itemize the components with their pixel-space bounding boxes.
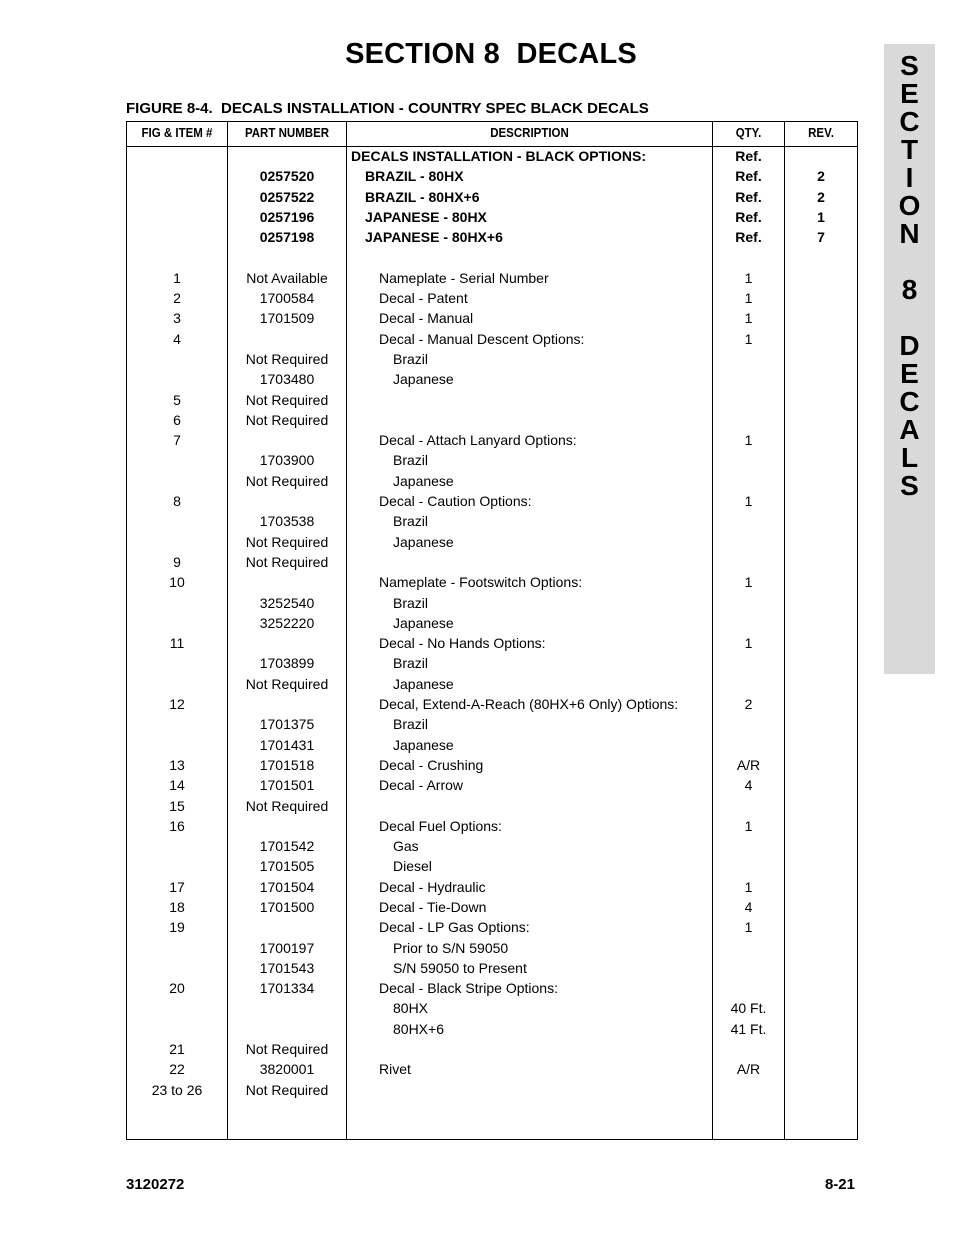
table-row: [127, 796, 857, 816]
table-row: [127, 572, 857, 592]
item-number-cell: 5: [173, 391, 181, 408]
table-row: [127, 775, 857, 795]
description-cell: Decal - Black Stripe Options:: [379, 980, 558, 997]
item-number-cell: 4: [173, 330, 181, 347]
table-row: [127, 471, 857, 491]
revision-cell: 2: [817, 168, 825, 185]
table-row: [127, 308, 857, 328]
side-tab-letter: I: [905, 162, 914, 193]
description-cell: Japanese: [393, 614, 454, 631]
part-number-cell: 1701431: [259, 736, 315, 753]
description-cell: DECALS INSTALLATION - BLACK OPTIONS:: [351, 148, 647, 164]
table-row: [127, 1080, 857, 1100]
description-cell: Brazil: [393, 655, 429, 672]
side-tab-letter: 8: [901, 274, 918, 305]
item-number-cell: 19: [169, 919, 185, 936]
table-row: [127, 897, 857, 917]
part-number-cell: 0257522: [259, 188, 315, 205]
quantity-cell: 1: [744, 493, 753, 510]
side-tab-letters: [884, 52, 935, 500]
item-number-cell: 8: [173, 493, 181, 510]
item-number-cell: 23 to 26: [151, 1081, 203, 1098]
part-number-cell: 1701501: [259, 777, 315, 794]
description-cell: Gas: [393, 838, 419, 855]
description-cell: BRAZIL - 80HX: [365, 168, 464, 185]
description-cell: Decal, Extend-A-Reach (80HX+6 Only) Options:: [379, 696, 679, 713]
description-cell: Decal - No Hands Options:: [379, 635, 546, 652]
item-number-cell: 10: [169, 574, 185, 591]
quantity-cell: 1: [744, 310, 753, 327]
part-number-cell: Not Required: [245, 1081, 329, 1098]
side-tab-letter: L: [900, 442, 919, 473]
parts-table: [126, 121, 858, 1140]
description-cell: Japanese: [393, 472, 454, 489]
item-number-cell: 16: [169, 817, 185, 834]
part-number-cell: 1700197: [259, 939, 315, 956]
table-row: [127, 613, 857, 633]
description-cell: Diesel: [393, 858, 432, 875]
table-row: [127, 998, 857, 1018]
item-number-cell: 1: [173, 269, 181, 286]
quantity-cell: 2: [744, 696, 753, 713]
revision-cell: 1: [817, 208, 825, 225]
part-number-cell: Not Required: [245, 553, 329, 570]
side-tab-letter: D: [899, 330, 920, 361]
part-number-cell: 1701334: [259, 980, 315, 997]
side-tab-letter: S: [900, 50, 919, 81]
table-row: [127, 856, 857, 876]
description-cell: Decal Fuel Options:: [379, 817, 502, 834]
part-number-cell: Not Required: [245, 391, 329, 408]
table-row: [127, 674, 857, 694]
page-title: SECTION 8 DECALS: [345, 38, 637, 70]
quantity-cell: 1: [744, 290, 753, 307]
item-number-cell: 21: [169, 1041, 185, 1058]
item-number-cell: 14: [169, 777, 185, 794]
part-number-cell: 1703899: [259, 655, 315, 672]
part-number-cell: Not Required: [245, 797, 329, 814]
description-cell: Decal - Manual Descent Options:: [379, 330, 585, 347]
table-row: [127, 511, 857, 531]
table-row: [127, 390, 857, 410]
item-number-cell: 3: [173, 310, 181, 327]
description-cell: Decal - LP Gas Options:: [379, 919, 530, 936]
table-row: [127, 491, 857, 511]
table-row: [127, 1059, 857, 1079]
part-number-cell: 1703900: [259, 452, 315, 469]
part-number-cell: 1701543: [259, 959, 315, 976]
quantity-cell: 1: [744, 574, 753, 591]
description-cell: Decal - Crushing: [379, 756, 484, 773]
part-number-cell: 1701518: [259, 756, 315, 773]
table-row: [127, 938, 857, 958]
part-number-cell: 1701375: [259, 716, 315, 733]
column-header-qty: QTY.: [735, 126, 762, 140]
quantity-cell: 41 Ft.: [730, 1020, 767, 1037]
table-row: [127, 755, 857, 775]
table-row: [127, 917, 857, 937]
table-row: [127, 552, 857, 572]
part-number-cell: 1701542: [259, 838, 315, 855]
item-number-cell: 17: [169, 878, 185, 895]
part-number-cell: Not Required: [245, 533, 329, 550]
table-row: [127, 410, 857, 430]
item-number-cell: 13: [169, 756, 185, 773]
quantity-cell: Ref.: [735, 208, 762, 225]
table-row: [127, 268, 857, 288]
quantity-cell: 1: [744, 330, 753, 347]
table-row: [127, 329, 857, 349]
quantity-cell: Ref.: [735, 148, 762, 164]
table-row: [127, 978, 857, 998]
item-number-cell: 15: [169, 797, 185, 814]
side-tab-letter: S: [900, 470, 919, 501]
description-cell: BRAZIL - 80HX+6: [365, 188, 480, 205]
table-row: [127, 187, 857, 207]
description-cell: 80HX: [393, 1000, 429, 1017]
side-tab-letter: C: [899, 386, 920, 417]
quantity-cell: A/R: [736, 756, 761, 773]
description-cell: Nameplate - Footswitch Options:: [379, 574, 583, 591]
item-number-cell: 18: [169, 898, 185, 915]
description-cell: Decal - Attach Lanyard Options:: [379, 432, 577, 449]
table-row: [127, 633, 857, 653]
table-row: [127, 247, 857, 267]
description-cell: Brazil: [393, 716, 429, 733]
table-row: [127, 836, 857, 856]
description-cell: Brazil: [393, 350, 429, 367]
side-tab-letter: E: [900, 358, 919, 389]
table-row: [127, 227, 857, 247]
table-row: [127, 1019, 857, 1039]
table-row: [127, 653, 857, 673]
part-number-cell: 1701500: [259, 898, 315, 915]
part-number-cell: 1701504: [259, 878, 315, 895]
description-cell: Decal - Arrow: [379, 777, 464, 794]
revision-cell: 2: [817, 188, 825, 205]
part-number-cell: 1701509: [259, 310, 315, 327]
quantity-cell: 40 Ft.: [730, 1000, 767, 1017]
part-number-cell: 0257196: [259, 208, 315, 225]
table-row: [127, 450, 857, 470]
table-row: [127, 735, 857, 755]
quantity-cell: 1: [744, 817, 753, 834]
quantity-cell: Ref.: [735, 168, 762, 185]
side-tab-letter: O: [898, 190, 921, 221]
table-row: [127, 694, 857, 714]
table-row: [127, 166, 857, 186]
item-number-cell: 12: [169, 696, 185, 713]
figure-title: FIGURE 8-4. DECALS INSTALLATION - COUNTRY SPEC BLACK DECALS: [126, 100, 649, 117]
item-number-cell: 22: [169, 1061, 185, 1078]
part-number-cell: 0257520: [259, 168, 315, 185]
table-row: [127, 532, 857, 552]
part-number-cell: 0257198: [259, 229, 315, 246]
part-number-cell: Not Required: [245, 350, 329, 367]
quantity-cell: 1: [744, 432, 753, 449]
table-row: [127, 816, 857, 836]
item-number-cell: 20: [169, 980, 185, 997]
quantity-cell: 1: [744, 919, 753, 936]
item-number-cell: 11: [169, 635, 185, 652]
part-number-cell: Not Required: [245, 1041, 329, 1058]
section-side-tab: [884, 44, 935, 674]
part-number-cell: Not Required: [245, 675, 329, 692]
description-cell: Decal - Manual: [379, 310, 474, 327]
side-tab-letter: E: [900, 78, 919, 109]
description-cell: JAPANESE - 80HX+6: [365, 229, 503, 246]
description-cell: JAPANESE - 80HX: [365, 208, 487, 225]
part-number-cell: 1703480: [259, 371, 315, 388]
quantity-cell: 1: [744, 269, 753, 286]
item-number-cell: 6: [173, 411, 181, 428]
quantity-cell: 4: [744, 898, 753, 915]
table-row: [127, 958, 857, 978]
description-cell: Nameplate - Serial Number: [379, 269, 549, 286]
description-cell: Prior to S/N 59050: [393, 939, 509, 956]
table-row: [127, 288, 857, 308]
quantity-cell: Ref.: [735, 188, 762, 205]
item-number-cell: 2: [173, 290, 181, 307]
quantity-cell: Ref.: [735, 229, 762, 246]
quantity-cell: A/R: [736, 1061, 761, 1078]
quantity-cell: 1: [744, 635, 753, 652]
table-row: [127, 430, 857, 450]
table-row: [127, 877, 857, 897]
table-body: [127, 146, 857, 1100]
item-number-cell: 7: [173, 432, 181, 449]
description-cell: Japanese: [393, 533, 454, 550]
description-cell: Decal - Caution Options:: [379, 493, 532, 510]
description-cell: Brazil: [393, 594, 429, 611]
part-number-cell: 3252220: [259, 614, 315, 631]
part-number-cell: Not Required: [245, 472, 329, 489]
description-cell: Decal - Patent: [379, 290, 468, 307]
part-number-cell: 1700584: [259, 290, 315, 307]
column-header-description: DESCRIPTION: [490, 126, 569, 140]
description-cell: 80HX+6: [393, 1020, 444, 1037]
table-row: [127, 146, 857, 166]
description-cell: Japanese: [393, 736, 454, 753]
table-row: [127, 714, 857, 734]
table-row: [127, 593, 857, 613]
description-cell: S/N 59050 to Present: [393, 959, 527, 976]
side-tab-letter: A: [899, 414, 920, 445]
quantity-cell: 4: [744, 777, 753, 794]
description-cell: Japanese: [393, 675, 454, 692]
description-cell: Decal - Tie-Down: [379, 898, 487, 915]
part-number-cell: Not Available: [246, 269, 328, 286]
table-row: [127, 1039, 857, 1059]
side-tab-letter: C: [899, 106, 920, 137]
part-number-cell: Not Required: [245, 411, 329, 428]
part-number-cell: 3820001: [259, 1061, 315, 1078]
side-tab-letter: N: [899, 218, 920, 249]
part-number-cell: 1703538: [259, 513, 315, 530]
description-cell: Brazil: [393, 452, 429, 469]
column-header-part: PART NUMBER: [244, 126, 330, 140]
table-row: [127, 369, 857, 389]
table-row: [127, 349, 857, 369]
part-number-cell: 1701505: [259, 858, 315, 875]
column-header-item: FIG & ITEM #: [141, 126, 213, 140]
column-header-rev: REV.: [808, 126, 834, 140]
table-row: [127, 207, 857, 227]
quantity-cell: 1: [744, 878, 753, 895]
description-cell: Japanese: [393, 371, 454, 388]
revision-cell: 7: [817, 229, 825, 246]
description-cell: Brazil: [393, 513, 429, 530]
description-cell: Rivet: [379, 1061, 411, 1078]
side-tab-letter: T: [900, 134, 919, 165]
item-number-cell: 9: [173, 553, 181, 570]
page-number: 8-21: [824, 1176, 855, 1193]
part-number-cell: 3252540: [259, 594, 315, 611]
description-cell: Decal - Hydraulic: [379, 878, 486, 895]
document-number: 3120272: [126, 1176, 185, 1193]
